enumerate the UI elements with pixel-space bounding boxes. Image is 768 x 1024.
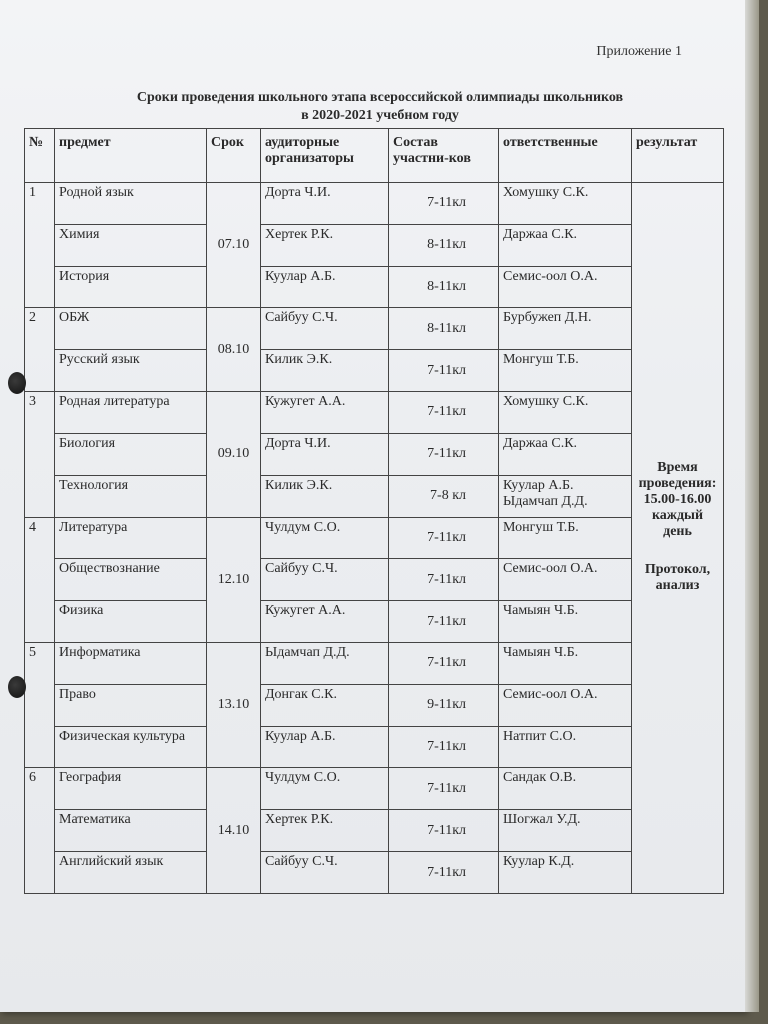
- organizer-cell: Килик Э.К.: [261, 475, 389, 517]
- appendix-label: Приложение 1: [596, 44, 682, 59]
- row-number: 1: [25, 183, 55, 308]
- participants-cell: 7-11кл: [389, 852, 499, 894]
- participants-cell: 7-11кл: [389, 517, 499, 559]
- date-cell: 12.10: [207, 517, 261, 642]
- responsible-cell: Даржаа С.К.: [499, 224, 632, 266]
- organizer-cell: Кужугет А.А.: [261, 392, 389, 434]
- participants-cell: 7-11кл: [389, 559, 499, 601]
- responsible-cell: Куулар К.Д.: [499, 852, 632, 894]
- header-result: результат: [632, 129, 724, 183]
- row-number: 6: [25, 768, 55, 894]
- participants-cell: 9-11кл: [389, 684, 499, 726]
- header-organizers: аудиторные организаторы: [261, 129, 389, 183]
- organizer-cell: Чулдум С.О.: [261, 768, 389, 810]
- responsible-cell: Сандак О.В.: [499, 768, 632, 810]
- participants-cell: 7-11кл: [389, 183, 499, 225]
- row-number: 3: [25, 392, 55, 517]
- table-row: [25, 392, 724, 434]
- subject-cell: Английский язык: [55, 852, 207, 894]
- table-row: [25, 726, 724, 768]
- subject-cell: История: [55, 266, 207, 308]
- organizer-cell: Ыдамчап Д.Д.: [261, 642, 389, 684]
- subject-cell: Физика: [55, 601, 207, 643]
- table-row: [25, 350, 724, 392]
- responsible-cell: Хомушку С.К.: [499, 183, 632, 225]
- subject-cell: Химия: [55, 224, 207, 266]
- organizer-cell: Куулар А.Б.: [261, 726, 389, 768]
- organizer-cell: Хертек Р.К.: [261, 224, 389, 266]
- date-cell: 14.10: [207, 768, 261, 894]
- participants-cell: 7-11кл: [389, 726, 499, 768]
- subject-cell: Математика: [55, 810, 207, 852]
- subject-cell: Родной язык: [55, 183, 207, 225]
- organizer-cell: Килик Э.К.: [261, 350, 389, 392]
- responsible-cell: Натпит С.О.: [499, 726, 632, 768]
- table-row: [25, 308, 724, 350]
- organizer-cell: Дорта Ч.И.: [261, 183, 389, 225]
- header-subject: предмет: [55, 129, 207, 183]
- document-title: Сроки проведения школьного этапа всероссийской олимпиады школьников: [136, 90, 624, 105]
- table-header-row: [25, 129, 724, 183]
- organizer-cell: Хертек Р.К.: [261, 810, 389, 852]
- responsible-cell: Даржаа С.К.: [499, 433, 632, 475]
- organizer-cell: Куулар А.Б.: [261, 266, 389, 308]
- subject-cell: ОБЖ: [55, 308, 207, 350]
- punch-hole: [8, 676, 26, 698]
- responsible-cell: Семис-оол О.А.: [499, 266, 632, 308]
- organizer-cell: Сайбуу С.Ч.: [261, 852, 389, 894]
- table-row: [25, 475, 724, 517]
- participants-cell: 7-11кл: [389, 601, 499, 643]
- date-cell: 13.10: [207, 642, 261, 767]
- date-cell: 07.10: [207, 183, 261, 308]
- date-cell: 09.10: [207, 392, 261, 517]
- table-row: [25, 517, 724, 559]
- table-row: [25, 601, 724, 643]
- header-date: Срок: [207, 129, 261, 183]
- header-responsible: ответственные: [499, 129, 632, 183]
- organizer-cell: Донгак С.К.: [261, 684, 389, 726]
- responsible-cell: Монгуш Т.Б.: [499, 517, 632, 559]
- subject-cell: Литература: [55, 517, 207, 559]
- header-participants: Состав участни-ков: [389, 129, 499, 183]
- participants-cell: 7-11кл: [389, 350, 499, 392]
- table-row: [25, 810, 724, 852]
- participants-cell: 8-11кл: [389, 266, 499, 308]
- document-subtitle: в 2020-2021 учебном году: [301, 108, 459, 123]
- result-time-text: Время проведения: 15.00-16.00 каждый день: [638, 460, 717, 539]
- participants-cell: 8-11кл: [389, 224, 499, 266]
- table-row: [25, 768, 724, 810]
- subject-cell: Физическая культура: [55, 726, 207, 768]
- row-number: 5: [25, 642, 55, 767]
- row-number: 4: [25, 517, 55, 642]
- responsible-cell: Семис-оол О.А.: [499, 559, 632, 601]
- result-cell: [632, 183, 724, 894]
- subject-cell: Информатика: [55, 642, 207, 684]
- table-row: [25, 433, 724, 475]
- paper-edge: [745, 0, 759, 1012]
- responsible-cell: Бурбужеп Д.Н.: [499, 308, 632, 350]
- participants-cell: 8-11кл: [389, 308, 499, 350]
- date-cell: 08.10: [207, 308, 261, 392]
- responsible-cell: Куулар А.Б. Ыдамчап Д.Д.: [499, 475, 632, 517]
- subject-cell: Родная литература: [55, 392, 207, 434]
- responsible-cell: Хомушку С.К.: [499, 392, 632, 434]
- table-row: [25, 642, 724, 684]
- participants-cell: 7-11кл: [389, 642, 499, 684]
- table-row: [25, 183, 724, 225]
- table-row: [25, 224, 724, 266]
- subject-cell: Технология: [55, 475, 207, 517]
- organizer-cell: Кужугет А.А.: [261, 601, 389, 643]
- subject-cell: Русский язык: [55, 350, 207, 392]
- responsible-cell: Чамыян Ч.Б.: [499, 642, 632, 684]
- organizer-cell: Сайбуу С.Ч.: [261, 559, 389, 601]
- table-row: [25, 852, 724, 894]
- subject-cell: Право: [55, 684, 207, 726]
- participants-cell: 7-11кл: [389, 392, 499, 434]
- header-num: №: [25, 129, 55, 183]
- subject-cell: Биология: [55, 433, 207, 475]
- organizer-cell: Дорта Ч.И.: [261, 433, 389, 475]
- participants-cell: 7-8 кл: [389, 475, 499, 517]
- responsible-cell: Семис-оол О.А.: [499, 684, 632, 726]
- table-row: [25, 684, 724, 726]
- table-row: [25, 266, 724, 308]
- punch-hole: [8, 372, 26, 394]
- participants-cell: 7-11кл: [389, 810, 499, 852]
- result-protocol-text: Протокол, анализ: [644, 562, 711, 593]
- responsible-cell: Монгуш Т.Б.: [499, 350, 632, 392]
- organizer-cell: Сайбуу С.Ч.: [261, 308, 389, 350]
- responsible-cell: Чамыян Ч.Б.: [499, 601, 632, 643]
- organizer-cell: Чулдум С.О.: [261, 517, 389, 559]
- responsible-cell: Шогжал У.Д.: [499, 810, 632, 852]
- table-row: [25, 559, 724, 601]
- subject-cell: География: [55, 768, 207, 810]
- participants-cell: 7-11кл: [389, 768, 499, 810]
- table-body: [25, 183, 724, 894]
- subject-cell: Обществознание: [55, 559, 207, 601]
- olympiad-schedule-table: [24, 128, 724, 894]
- row-number: 2: [25, 308, 55, 392]
- participants-cell: 7-11кл: [389, 433, 499, 475]
